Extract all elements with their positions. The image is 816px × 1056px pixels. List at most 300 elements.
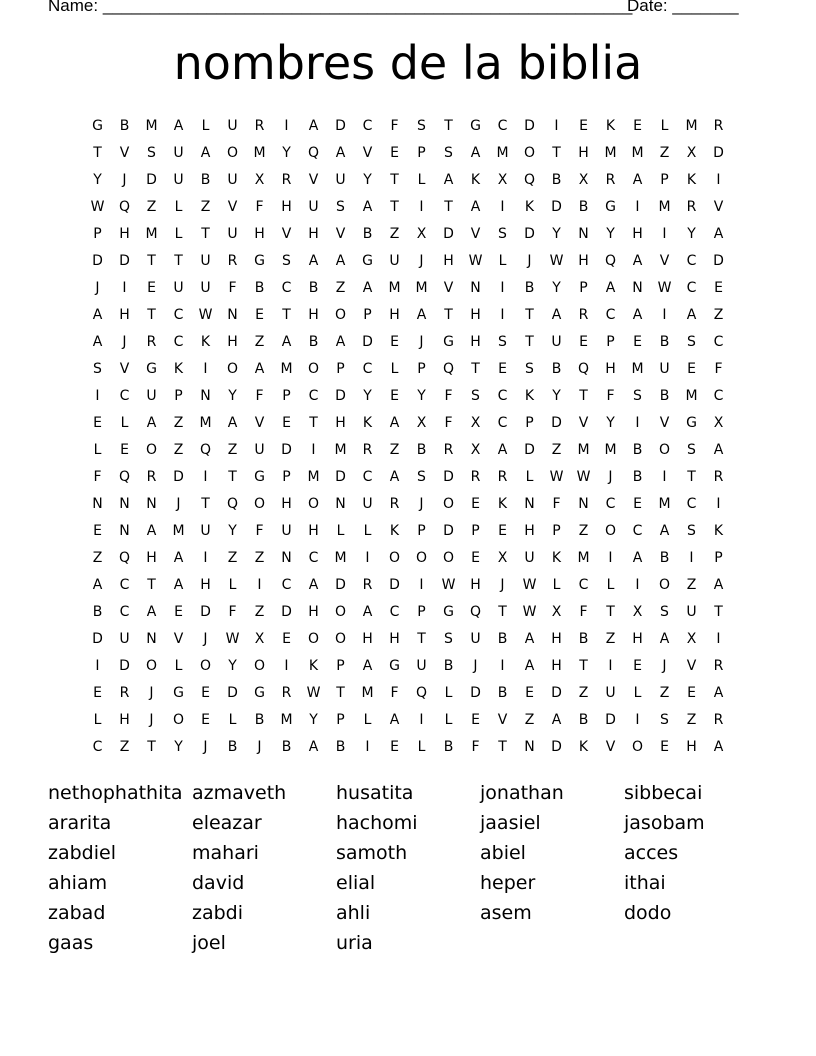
grid-letter: S bbox=[444, 630, 453, 647]
grid-letter: C bbox=[713, 333, 724, 350]
grid-letter: R bbox=[146, 468, 157, 485]
grid-letter: M bbox=[172, 522, 185, 539]
grid-letter: D bbox=[551, 414, 562, 431]
grid-letter: I bbox=[419, 711, 424, 728]
grid-letter: L bbox=[660, 117, 669, 134]
grid-letter: I bbox=[95, 657, 100, 674]
grid-letter: B bbox=[254, 711, 265, 728]
grid-letter: A bbox=[173, 576, 184, 593]
grid-letter: I bbox=[203, 360, 208, 377]
grid-letter: Y bbox=[93, 171, 102, 188]
grid-letter: C bbox=[686, 279, 697, 296]
grid-letter: S bbox=[687, 333, 696, 350]
grid-letter: Z bbox=[92, 549, 103, 566]
grid-letter: H bbox=[119, 711, 130, 728]
grid-letter: I bbox=[635, 576, 640, 593]
grid-letter: L bbox=[201, 117, 210, 134]
grid-letter: I bbox=[122, 279, 127, 296]
grid-letter: Y bbox=[687, 225, 696, 242]
grid-letter: K bbox=[524, 387, 535, 404]
grid-letter: D bbox=[443, 468, 454, 485]
grid-letter: I bbox=[284, 657, 289, 674]
grid-letter: O bbox=[307, 360, 320, 377]
grid-letter: E bbox=[687, 684, 696, 701]
grid-letter: Q bbox=[469, 603, 482, 620]
grid-letter: X bbox=[254, 171, 265, 188]
word-list-item: sibbecai bbox=[624, 782, 703, 804]
grid-letter: B bbox=[119, 117, 130, 134]
grid-letter: Z bbox=[173, 414, 184, 431]
grid-letter: K bbox=[200, 333, 211, 350]
grid-letter: K bbox=[713, 522, 724, 539]
word-list-item: husatita bbox=[336, 782, 414, 804]
grid-letter: H bbox=[362, 630, 373, 647]
grid-letter: A bbox=[389, 711, 400, 728]
grid-letter: E bbox=[687, 360, 696, 377]
grid-letter: B bbox=[659, 333, 670, 350]
grid-letter: A bbox=[551, 306, 562, 323]
grid-letter: Y bbox=[417, 387, 426, 404]
grid-letter: H bbox=[605, 360, 616, 377]
grid-letter: T bbox=[147, 306, 156, 323]
grid-letter: B bbox=[524, 279, 535, 296]
grid-letter: K bbox=[308, 657, 319, 674]
grid-letter: U bbox=[173, 279, 184, 296]
grid-letter: M bbox=[415, 279, 428, 296]
grid-letter: M bbox=[280, 711, 293, 728]
grid-letter: A bbox=[389, 468, 400, 485]
grid-letter: M bbox=[577, 441, 590, 458]
grid-letter: C bbox=[605, 495, 616, 512]
grid-letter: Q bbox=[118, 549, 131, 566]
grid-letter: H bbox=[119, 225, 130, 242]
grid-letter: I bbox=[662, 468, 667, 485]
grid-letter: L bbox=[228, 576, 237, 593]
grid-letter: T bbox=[147, 738, 156, 755]
grid-letter: Y bbox=[552, 225, 561, 242]
grid-letter: H bbox=[470, 333, 481, 350]
grid-letter: K bbox=[497, 495, 508, 512]
word-list-item: uria bbox=[336, 932, 373, 954]
grid-letter: T bbox=[444, 117, 453, 134]
grid-letter: P bbox=[579, 279, 588, 296]
grid-letter: F bbox=[444, 387, 453, 404]
grid-letter: L bbox=[633, 684, 642, 701]
word-list-item: joel bbox=[192, 932, 226, 954]
grid-letter: D bbox=[713, 144, 724, 161]
grid-letter: B bbox=[308, 333, 319, 350]
grid-letter: T bbox=[390, 171, 399, 188]
grid-letter: L bbox=[120, 414, 129, 431]
grid-letter: P bbox=[714, 549, 723, 566]
grid-letter: G bbox=[470, 117, 481, 134]
word-list-item: dodo bbox=[624, 902, 672, 924]
grid-letter: I bbox=[608, 549, 613, 566]
grid-letter: P bbox=[417, 360, 426, 377]
grid-letter: W bbox=[576, 468, 591, 485]
grid-letter: Z bbox=[173, 441, 184, 458]
grid-letter: P bbox=[336, 360, 345, 377]
grid-letter: P bbox=[174, 387, 183, 404]
grid-letter: P bbox=[336, 711, 345, 728]
grid-letter: H bbox=[578, 252, 589, 269]
grid-letter: D bbox=[281, 441, 292, 458]
grid-letter: H bbox=[389, 306, 400, 323]
grid-letter: T bbox=[444, 198, 453, 215]
grid-letter: Z bbox=[686, 711, 697, 728]
grid-letter: N bbox=[119, 495, 130, 512]
grid-letter: N bbox=[146, 630, 157, 647]
grid-letter: O bbox=[307, 495, 320, 512]
grid-letter: A bbox=[362, 657, 373, 674]
grid-letter: K bbox=[470, 171, 481, 188]
grid-letter: B bbox=[254, 279, 265, 296]
grid-letter: T bbox=[93, 144, 102, 161]
grid-letter: X bbox=[551, 603, 562, 620]
grid-letter: T bbox=[444, 306, 453, 323]
grid-letter: A bbox=[362, 603, 373, 620]
grid-letter: M bbox=[199, 414, 212, 431]
grid-letter: S bbox=[471, 387, 480, 404]
grid-letter: Y bbox=[282, 144, 291, 161]
grid-letter: Y bbox=[363, 387, 372, 404]
grid-letter: O bbox=[226, 360, 239, 377]
grid-letter: E bbox=[93, 522, 102, 539]
grid-letter: J bbox=[149, 711, 154, 728]
grid-letter: D bbox=[281, 603, 292, 620]
grid-letter: O bbox=[253, 495, 266, 512]
grid-letter: S bbox=[660, 603, 669, 620]
grid-letter: E bbox=[390, 333, 399, 350]
grid-letter: D bbox=[173, 468, 184, 485]
grid-letter: J bbox=[95, 279, 100, 296]
grid-letter: V bbox=[362, 144, 373, 161]
grid-letter: E bbox=[633, 495, 642, 512]
grid-letter: Z bbox=[524, 711, 535, 728]
grid-letter: F bbox=[255, 387, 264, 404]
grid-letter: M bbox=[685, 117, 698, 134]
grid-letter: I bbox=[203, 549, 208, 566]
grid-letter: E bbox=[471, 549, 480, 566]
grid-letter: A bbox=[713, 225, 724, 242]
grid-letter: D bbox=[551, 738, 562, 755]
grid-letter: U bbox=[362, 495, 373, 512]
grid-letter: M bbox=[361, 684, 374, 701]
grid-letter: B bbox=[443, 738, 454, 755]
grid-letter: H bbox=[281, 495, 292, 512]
grid-letter: V bbox=[659, 252, 670, 269]
word-list-item: heper bbox=[480, 872, 536, 894]
grid-letter: Z bbox=[578, 684, 589, 701]
grid-letter: M bbox=[307, 468, 320, 485]
grid-letter: Y bbox=[552, 387, 561, 404]
grid-letter: Q bbox=[577, 360, 590, 377]
grid-letter: Z bbox=[551, 441, 562, 458]
grid-letter: I bbox=[284, 117, 289, 134]
grid-letter: H bbox=[578, 144, 589, 161]
grid-letter: Q bbox=[199, 441, 212, 458]
grid-letter: J bbox=[122, 333, 127, 350]
grid-letter: O bbox=[172, 711, 185, 728]
grid-letter: E bbox=[579, 117, 588, 134]
grid-letter: T bbox=[282, 306, 291, 323]
grid-letter: R bbox=[605, 171, 616, 188]
grid-letter: V bbox=[497, 711, 508, 728]
grid-letter: A bbox=[470, 144, 481, 161]
grid-letter: C bbox=[578, 576, 589, 593]
grid-letter: L bbox=[363, 522, 372, 539]
name-label: Name: bbox=[48, 0, 99, 15]
grid-letter: V bbox=[659, 414, 670, 431]
grid-letter: B bbox=[416, 441, 427, 458]
grid-letter: G bbox=[254, 252, 265, 269]
grid-letter: Q bbox=[118, 198, 131, 215]
grid-letter: V bbox=[470, 225, 481, 242]
grid-letter: X bbox=[578, 171, 589, 188]
grid-letter: L bbox=[525, 468, 534, 485]
grid-letter: N bbox=[92, 495, 103, 512]
grid-letter: O bbox=[442, 495, 455, 512]
grid-letter: G bbox=[362, 252, 373, 269]
name-blank: ________________________________________________________ bbox=[102, 0, 633, 15]
grid-letter: T bbox=[525, 306, 534, 323]
grid-letter: T bbox=[147, 252, 156, 269]
grid-letter: S bbox=[147, 144, 156, 161]
grid-letter: T bbox=[606, 603, 615, 620]
grid-letter: L bbox=[417, 171, 426, 188]
grid-letter: O bbox=[658, 576, 671, 593]
grid-letter: J bbox=[203, 738, 208, 755]
grid-letter: F bbox=[255, 522, 264, 539]
grid-letter: R bbox=[713, 657, 724, 674]
grid-letter: E bbox=[255, 306, 264, 323]
grid-letter: L bbox=[444, 711, 453, 728]
grid-letter: X bbox=[416, 225, 427, 242]
grid-letter: T bbox=[390, 198, 399, 215]
grid-letter: D bbox=[92, 630, 103, 647]
grid-letter: E bbox=[498, 522, 507, 539]
grid-letter: G bbox=[146, 360, 157, 377]
grid-letter: G bbox=[443, 603, 454, 620]
grid-letter: R bbox=[362, 576, 373, 593]
grid-letter: S bbox=[417, 468, 426, 485]
grid-letter: A bbox=[146, 414, 157, 431]
grid-letter: I bbox=[419, 198, 424, 215]
grid-letter: V bbox=[173, 630, 184, 647]
grid-letter: P bbox=[93, 225, 102, 242]
grid-letter: E bbox=[390, 144, 399, 161]
grid-letter: B bbox=[308, 279, 319, 296]
grid-letter: J bbox=[527, 252, 532, 269]
grid-letter: U bbox=[146, 387, 157, 404]
grid-letter: J bbox=[608, 468, 613, 485]
grid-letter: Z bbox=[389, 225, 400, 242]
grid-letter: I bbox=[311, 441, 316, 458]
grid-letter: M bbox=[253, 144, 266, 161]
grid-letter: R bbox=[497, 468, 508, 485]
grid-letter: S bbox=[444, 144, 453, 161]
grid-letter: G bbox=[686, 414, 697, 431]
letter-grid bbox=[84, 112, 732, 760]
grid-letter: E bbox=[498, 360, 507, 377]
grid-letter: I bbox=[500, 306, 505, 323]
grid-letter: S bbox=[687, 441, 696, 458]
grid-letter: E bbox=[390, 387, 399, 404]
grid-letter: M bbox=[631, 144, 644, 161]
grid-letter: E bbox=[147, 279, 156, 296]
grid-letter: A bbox=[659, 630, 670, 647]
grid-letter: A bbox=[254, 360, 265, 377]
grid-letter: T bbox=[579, 387, 588, 404]
grid-letter: S bbox=[633, 387, 642, 404]
grid-letter: P bbox=[417, 603, 426, 620]
grid-letter: U bbox=[119, 630, 130, 647]
grid-letter: A bbox=[362, 279, 373, 296]
grid-letter: A bbox=[659, 522, 670, 539]
grid-letter: C bbox=[686, 495, 697, 512]
grid-letter: R bbox=[362, 441, 373, 458]
grid-letter: C bbox=[281, 576, 292, 593]
grid-letter: G bbox=[254, 468, 265, 485]
grid-letter: Q bbox=[226, 495, 239, 512]
grid-letter: L bbox=[606, 576, 615, 593]
grid-letter: T bbox=[147, 576, 156, 593]
grid-letter: H bbox=[632, 630, 643, 647]
grid-letter: B bbox=[443, 657, 454, 674]
grid-letter: D bbox=[443, 225, 454, 242]
grid-letter: L bbox=[552, 576, 561, 593]
grid-letter: N bbox=[119, 522, 130, 539]
grid-letter: Z bbox=[686, 576, 697, 593]
grid-letter: I bbox=[365, 738, 370, 755]
grid-letter: F bbox=[606, 387, 615, 404]
grid-letter: R bbox=[578, 306, 589, 323]
grid-letter: A bbox=[632, 306, 643, 323]
grid-letter: Z bbox=[254, 333, 265, 350]
grid-letter: A bbox=[308, 738, 319, 755]
grid-letter: E bbox=[282, 414, 291, 431]
grid-letter: D bbox=[119, 657, 130, 674]
grid-letter: D bbox=[524, 441, 535, 458]
grid-letter: O bbox=[334, 630, 347, 647]
grid-letter: U bbox=[416, 657, 427, 674]
grid-letter: S bbox=[336, 198, 345, 215]
grid-letter: A bbox=[632, 549, 643, 566]
grid-letter: C bbox=[173, 333, 184, 350]
grid-letter: I bbox=[500, 198, 505, 215]
grid-letter: L bbox=[363, 711, 372, 728]
grid-letter: R bbox=[227, 252, 238, 269]
grid-letter: G bbox=[173, 684, 184, 701]
grid-letter: W bbox=[522, 576, 537, 593]
grid-letter: O bbox=[145, 657, 158, 674]
grid-letter: D bbox=[119, 252, 130, 269]
word-list-item: jonathan bbox=[480, 782, 564, 804]
grid-letter: P bbox=[282, 387, 291, 404]
grid-letter: U bbox=[659, 360, 670, 377]
grid-letter: A bbox=[632, 171, 643, 188]
word-list-item: hachomi bbox=[336, 812, 418, 834]
grid-letter: P bbox=[606, 333, 615, 350]
grid-letter: N bbox=[281, 549, 292, 566]
grid-letter: L bbox=[93, 441, 102, 458]
grid-letter: T bbox=[579, 657, 588, 674]
grid-letter: T bbox=[309, 414, 318, 431]
grid-letter: K bbox=[578, 738, 589, 755]
grid-letter: U bbox=[227, 171, 238, 188]
grid-letter: A bbox=[416, 306, 427, 323]
grid-letter: I bbox=[689, 549, 694, 566]
grid-letter: A bbox=[281, 333, 292, 350]
grid-letter: E bbox=[201, 711, 210, 728]
grid-letter: W bbox=[468, 252, 483, 269]
grid-letter: P bbox=[471, 522, 480, 539]
grid-letter: E bbox=[471, 711, 480, 728]
grid-letter: A bbox=[470, 198, 481, 215]
grid-letter: M bbox=[658, 198, 671, 215]
grid-letter: D bbox=[335, 468, 346, 485]
grid-letter: K bbox=[389, 522, 400, 539]
grid-letter: I bbox=[419, 576, 424, 593]
grid-letter: H bbox=[470, 576, 481, 593]
grid-letter: D bbox=[92, 252, 103, 269]
grid-letter: U bbox=[200, 252, 211, 269]
grid-letter: P bbox=[417, 522, 426, 539]
grid-letter: I bbox=[500, 657, 505, 674]
grid-letter: U bbox=[551, 333, 562, 350]
grid-letter: X bbox=[470, 414, 481, 431]
grid-letter: O bbox=[334, 603, 347, 620]
grid-letter: S bbox=[93, 360, 102, 377]
grid-letter: L bbox=[444, 684, 453, 701]
grid-letter: C bbox=[389, 603, 400, 620]
grid-letter: Z bbox=[659, 684, 670, 701]
grid-letter: D bbox=[470, 684, 481, 701]
grid-letter: D bbox=[362, 333, 373, 350]
grid-letter: F bbox=[714, 360, 723, 377]
grid-letter: U bbox=[227, 117, 238, 134]
grid-letter: B bbox=[335, 738, 346, 755]
grid-letter: F bbox=[255, 198, 264, 215]
grid-letter: U bbox=[335, 171, 346, 188]
word-list-item: ithai bbox=[624, 872, 666, 894]
word-list-item: samoth bbox=[336, 842, 408, 864]
grid-letter: C bbox=[119, 387, 130, 404]
grid-letter: Z bbox=[200, 198, 211, 215]
grid-letter: A bbox=[173, 549, 184, 566]
grid-letter: H bbox=[443, 252, 454, 269]
grid-letter: F bbox=[471, 738, 480, 755]
grid-letter: A bbox=[335, 333, 346, 350]
grid-letter: T bbox=[417, 630, 426, 647]
grid-letter: Y bbox=[228, 657, 237, 674]
grid-letter: H bbox=[551, 657, 562, 674]
grid-letter: I bbox=[95, 387, 100, 404]
grid-letter: C bbox=[308, 387, 319, 404]
grid-letter: A bbox=[335, 144, 346, 161]
grid-letter: T bbox=[201, 495, 210, 512]
grid-letter: G bbox=[389, 657, 400, 674]
grid-letter: J bbox=[149, 684, 154, 701]
grid-letter: O bbox=[604, 522, 617, 539]
grid-letter: X bbox=[497, 171, 508, 188]
grid-letter: Z bbox=[578, 522, 589, 539]
grid-letter: N bbox=[146, 495, 157, 512]
grid-letter: H bbox=[254, 225, 265, 242]
grid-letter: A bbox=[92, 306, 103, 323]
grid-letter: Z bbox=[659, 144, 670, 161]
grid-letter: S bbox=[525, 360, 534, 377]
